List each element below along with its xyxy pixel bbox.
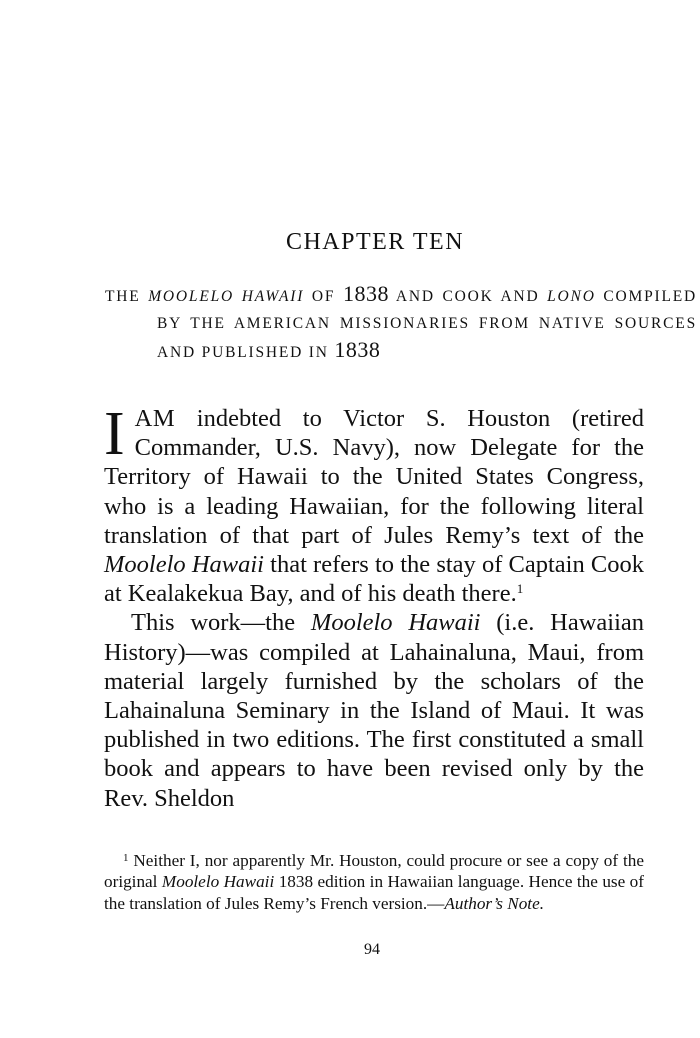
chapter-title: [105, 281, 697, 367]
paragraph-text: This work—the: [131, 609, 311, 637]
title-italic-moolelo: MOOLELO HAWAII: [148, 288, 305, 305]
paragraph-2: [104, 608, 644, 812]
author-note: Author’s Note.: [444, 893, 544, 913]
lead-in: AM: [134, 405, 176, 432]
paragraph-text: (i.e. Hawaiian History)—was compiled at Lahainaluna, Maui, from material largely furnished by the scholars of the Lahainaluna Seminary in the Island of Maui. It was published in two editions. The first constituted a small book and appears to have been revised only by the Rev. Sheldon: [104, 609, 645, 812]
title-text: THE: [105, 288, 149, 305]
title-text: COMPILED BY THE AMERICAN MISSIONARIES FROM NATIVE SOURCES AND PUBLISHED IN: [157, 288, 697, 361]
page-number: 94: [364, 941, 380, 958]
footnote-segment: 1838 edition in Hawaiian language. Hence the use of the translation of Jules Remy’s French version.—: [104, 872, 644, 913]
footnote: [104, 850, 644, 914]
paragraph-1: [104, 400, 644, 608]
paragraph-text: indebted to Victor S. Houston (retired Commander, U.S. Navy), now Delegate for the Territory of Hawaii to the United States Congress, who is a leading Hawaiian, for the following literal translation of that part of Jules Remy’s text of the: [104, 405, 644, 549]
footnote-text: [104, 850, 644, 914]
title-year: 1838: [343, 281, 390, 306]
title-year: 1838: [334, 337, 381, 362]
paragraph-text: that refers to the stay of Captain Cook at Kealakekua Bay, and of his death there.: [104, 551, 644, 608]
footnote-marker: 1: [123, 852, 129, 864]
italic-title: Moolelo Hawaii: [310, 609, 481, 637]
footnote-segment: Neither I, nor apparently Mr. Houston, could procure or see a copy of the original: [104, 851, 644, 892]
body-text: [104, 400, 645, 813]
title-italic-lono: LONO: [547, 288, 596, 305]
title-text: AND COOK AND: [389, 288, 548, 305]
title-text: OF: [304, 288, 344, 305]
chapter-heading: CHAPTER TEN: [285, 229, 465, 255]
italic-title: Moolelo Hawaii: [104, 551, 264, 579]
italic-title: Moolelo Hawaii: [161, 872, 275, 892]
footnote-reference: 1: [516, 581, 524, 597]
drop-cap: I: [104, 400, 125, 468]
